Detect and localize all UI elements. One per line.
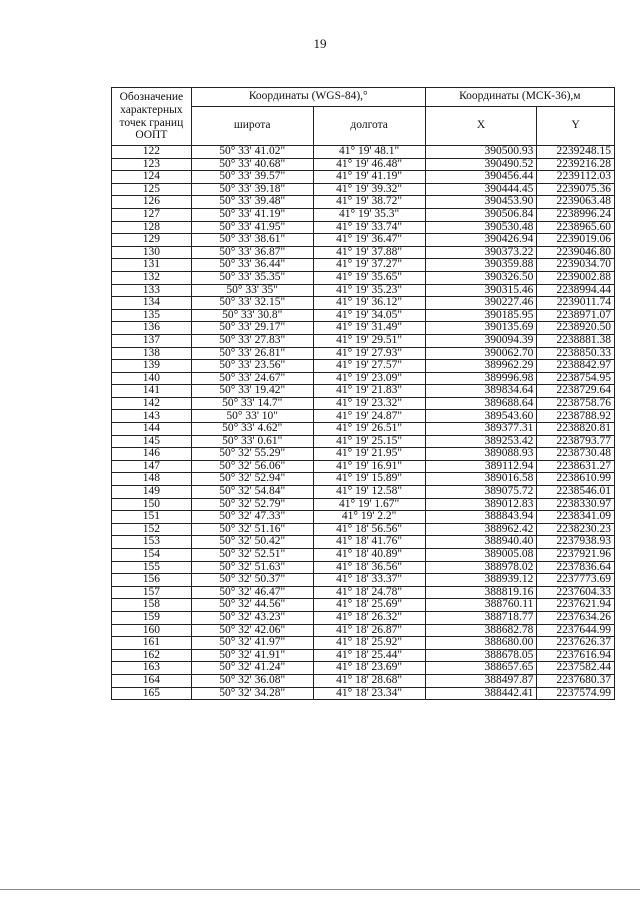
y-coordinate-cell: 2237574.99 <box>537 687 615 700</box>
x-coordinate-cell: 389543.60 <box>425 410 537 423</box>
x-coordinate-cell: 388940.40 <box>425 536 537 549</box>
table-row <box>112 208 615 221</box>
longitude-cell: 41° 19' 37.27" <box>313 259 425 272</box>
coordinates-table <box>111 87 615 700</box>
y-coordinate-cell: 2238971.07 <box>537 309 615 322</box>
latitude-cell: 50° 32' 55.29" <box>191 448 313 461</box>
x-coordinate-cell: 390373.22 <box>425 246 537 259</box>
x-coordinate-cell: 388939.12 <box>425 574 537 587</box>
table-row <box>112 297 615 310</box>
latitude-cell: 50° 33' 23.56" <box>191 360 313 373</box>
latitude-cell: 50° 32' 50.42" <box>191 536 313 549</box>
longitude-cell: 41° 19' 15.89" <box>313 473 425 486</box>
longitude-cell: 41° 19' 29.51" <box>313 334 425 347</box>
longitude-cell: 41° 19' 31.49" <box>313 322 425 335</box>
longitude-cell: 41° 19' 27.57" <box>313 360 425 373</box>
latitude-cell: 50° 32' 41.91" <box>191 649 313 662</box>
longitude-cell: 41° 18' 23.34" <box>313 687 425 700</box>
table-row <box>112 586 615 599</box>
longitude-cell: 41° 19' 24.87" <box>313 410 425 423</box>
y-coordinate-cell: 2239216.28 <box>537 158 615 171</box>
longitude-cell: 41° 18' 40.89" <box>313 549 425 562</box>
x-coordinate-cell: 390490.52 <box>425 158 537 171</box>
point-id-cell: 155 <box>112 561 192 574</box>
x-coordinate-cell: 388962.42 <box>425 523 537 536</box>
y-coordinate-cell: 2239075.36 <box>537 183 615 196</box>
x-coordinate-cell: 390444.45 <box>425 183 537 196</box>
point-id-cell: 159 <box>112 611 192 624</box>
point-id-cell: 145 <box>112 435 192 448</box>
longitude-cell: 41° 19' 48.1" <box>313 146 425 159</box>
x-coordinate-cell: 390062.70 <box>425 347 537 360</box>
y-coordinate-cell: 2237634.26 <box>537 611 615 624</box>
table-row <box>112 183 615 196</box>
y-coordinate-cell: 2238754.95 <box>537 372 615 385</box>
table-row <box>112 146 615 159</box>
latitude-cell: 50° 33' 39.48" <box>191 196 313 209</box>
longitude-cell: 41° 19' 33.74" <box>313 221 425 234</box>
table-row <box>112 473 615 486</box>
point-id-cell: 124 <box>112 171 192 184</box>
x-coordinate-cell: 389253.42 <box>425 435 537 448</box>
table-row <box>112 171 615 184</box>
longitude-cell: 41° 19' 41.19" <box>313 171 425 184</box>
table-row <box>112 611 615 624</box>
latitude-cell: 50° 33' 39.18" <box>191 183 313 196</box>
x-coordinate-cell: 390359.88 <box>425 259 537 272</box>
latitude-cell: 50° 33' 26.81" <box>191 347 313 360</box>
point-id-cell: 165 <box>112 687 192 700</box>
longitude-cell: 41° 19' 25.15" <box>313 435 425 448</box>
table-row <box>112 460 615 473</box>
y-coordinate-cell: 2238758.76 <box>537 397 615 410</box>
header-wgs-group: Координаты (WGS-84),° <box>191 88 425 107</box>
table-row <box>112 536 615 549</box>
longitude-cell: 41° 19' 34.05" <box>313 309 425 322</box>
latitude-cell: 50° 32' 42.06" <box>191 624 313 637</box>
table-row <box>112 347 615 360</box>
table-row <box>112 674 615 687</box>
point-id-cell: 135 <box>112 309 192 322</box>
latitude-cell: 50° 32' 51.63" <box>191 561 313 574</box>
latitude-cell: 50° 32' 52.79" <box>191 498 313 511</box>
y-coordinate-cell: 2237621.94 <box>537 599 615 612</box>
y-coordinate-cell: 2238631.27 <box>537 460 615 473</box>
header-latitude: широта <box>191 107 313 146</box>
table-header <box>112 88 615 146</box>
table-row <box>112 624 615 637</box>
latitude-cell: 50° 32' 47.33" <box>191 511 313 524</box>
x-coordinate-cell: 388819.16 <box>425 586 537 599</box>
point-id-cell: 146 <box>112 448 192 461</box>
longitude-cell: 41° 19' 23.09" <box>313 372 425 385</box>
y-coordinate-cell: 2237773.69 <box>537 574 615 587</box>
table-body <box>112 146 615 700</box>
point-id-cell: 153 <box>112 536 192 549</box>
x-coordinate-cell: 389112.94 <box>425 460 537 473</box>
longitude-cell: 41° 19' 12.58" <box>313 486 425 499</box>
y-coordinate-cell: 2238230.23 <box>537 523 615 536</box>
table-row <box>112 196 615 209</box>
x-coordinate-cell: 388657.65 <box>425 662 537 675</box>
y-coordinate-cell: 2239112.03 <box>537 171 615 184</box>
table-row <box>112 637 615 650</box>
longitude-cell: 41° 19' 35.65" <box>313 271 425 284</box>
table-row <box>112 448 615 461</box>
latitude-cell: 50° 33' 41.19" <box>191 208 313 221</box>
bottom-rule <box>0 889 640 890</box>
point-id-cell: 148 <box>112 473 192 486</box>
table-row <box>112 271 615 284</box>
x-coordinate-cell: 389996.98 <box>425 372 537 385</box>
latitude-cell: 50° 33' 29.17" <box>191 322 313 335</box>
point-id-cell: 150 <box>112 498 192 511</box>
x-coordinate-cell: 390185.95 <box>425 309 537 322</box>
y-coordinate-cell: 2237938.93 <box>537 536 615 549</box>
x-coordinate-cell: 389088.93 <box>425 448 537 461</box>
y-coordinate-cell: 2238994.44 <box>537 284 615 297</box>
longitude-cell: 41° 19' 39.32" <box>313 183 425 196</box>
table-row <box>112 498 615 511</box>
point-id-cell: 141 <box>112 385 192 398</box>
header-msk-group: Координаты (МСК-36),м <box>425 88 614 107</box>
longitude-cell: 41° 18' 33.37" <box>313 574 425 587</box>
x-coordinate-cell: 390135.69 <box>425 322 537 335</box>
y-coordinate-cell: 2238920.50 <box>537 322 615 335</box>
longitude-cell: 41° 18' 56.56" <box>313 523 425 536</box>
x-coordinate-cell: 389688.64 <box>425 397 537 410</box>
table-row <box>112 372 615 385</box>
longitude-cell: 41° 19' 26.51" <box>313 423 425 436</box>
point-id-cell: 134 <box>112 297 192 310</box>
latitude-cell: 50° 33' 36.87" <box>191 246 313 259</box>
x-coordinate-cell: 388978.02 <box>425 561 537 574</box>
x-coordinate-cell: 390500.93 <box>425 146 537 159</box>
latitude-cell: 50° 32' 34.28" <box>191 687 313 700</box>
x-coordinate-cell: 390506.84 <box>425 208 537 221</box>
x-coordinate-cell: 390094.39 <box>425 334 537 347</box>
table-row <box>112 662 615 675</box>
longitude-cell: 41° 19' 46.48" <box>313 158 425 171</box>
x-coordinate-cell: 388442.41 <box>425 687 537 700</box>
table-row <box>112 486 615 499</box>
latitude-cell: 50° 33' 4.62" <box>191 423 313 436</box>
latitude-cell: 50° 33' 41.02" <box>191 146 313 159</box>
longitude-cell: 41° 18' 26.87" <box>313 624 425 637</box>
latitude-cell: 50° 33' 10" <box>191 410 313 423</box>
latitude-cell: 50° 33' 19.42" <box>191 385 313 398</box>
header-longitude: долгота <box>313 107 425 146</box>
table-row <box>112 649 615 662</box>
table-row <box>112 234 615 247</box>
y-coordinate-cell: 2238842.97 <box>537 360 615 373</box>
longitude-cell: 41° 18' 26.32" <box>313 611 425 624</box>
y-coordinate-cell: 2238341.09 <box>537 511 615 524</box>
longitude-cell: 41° 19' 1.67" <box>313 498 425 511</box>
latitude-cell: 50° 33' 32.15" <box>191 297 313 310</box>
point-id-cell: 160 <box>112 624 192 637</box>
latitude-cell: 50° 33' 40.68" <box>191 158 313 171</box>
y-coordinate-cell: 2239248.15 <box>537 146 615 159</box>
y-coordinate-cell: 2238610.99 <box>537 473 615 486</box>
y-coordinate-cell: 2239046.80 <box>537 246 615 259</box>
latitude-cell: 50° 33' 36.44" <box>191 259 313 272</box>
longitude-cell: 41° 19' 23.32" <box>313 397 425 410</box>
table-row <box>112 435 615 448</box>
longitude-cell: 41° 19' 37.88" <box>313 246 425 259</box>
point-id-cell: 129 <box>112 234 192 247</box>
longitude-cell: 41° 19' 2.2" <box>313 511 425 524</box>
point-id-cell: 131 <box>112 259 192 272</box>
longitude-cell: 41° 19' 36.12" <box>313 297 425 310</box>
table-row <box>112 246 615 259</box>
latitude-cell: 50° 32' 51.16" <box>191 523 313 536</box>
point-id-cell: 163 <box>112 662 192 675</box>
x-coordinate-cell: 388760.11 <box>425 599 537 612</box>
latitude-cell: 50° 32' 52.94" <box>191 473 313 486</box>
latitude-cell: 50° 32' 46.47" <box>191 586 313 599</box>
x-coordinate-cell: 389016.58 <box>425 473 537 486</box>
x-coordinate-cell: 388682.78 <box>425 624 537 637</box>
x-coordinate-cell: 390227.46 <box>425 297 537 310</box>
point-id-cell: 126 <box>112 196 192 209</box>
latitude-cell: 50° 32' 41.24" <box>191 662 313 675</box>
y-coordinate-cell: 2238850.33 <box>537 347 615 360</box>
longitude-cell: 41° 19' 35.3" <box>313 208 425 221</box>
table-row <box>112 334 615 347</box>
x-coordinate-cell: 390530.48 <box>425 221 537 234</box>
point-id-cell: 156 <box>112 574 192 587</box>
longitude-cell: 41° 19' 36.47" <box>313 234 425 247</box>
point-id-cell: 136 <box>112 322 192 335</box>
latitude-cell: 50° 33' 39.57" <box>191 171 313 184</box>
y-coordinate-cell: 2238881.38 <box>537 334 615 347</box>
point-id-cell: 139 <box>112 360 192 373</box>
longitude-cell: 41° 19' 21.83" <box>313 385 425 398</box>
y-coordinate-cell: 2238820.81 <box>537 423 615 436</box>
table-row <box>112 385 615 398</box>
x-coordinate-cell: 389962.29 <box>425 360 537 373</box>
x-coordinate-cell: 390326.50 <box>425 271 537 284</box>
longitude-cell: 41° 18' 25.69" <box>313 599 425 612</box>
header-x: X <box>425 107 537 146</box>
longitude-cell: 41° 19' 35.23" <box>313 284 425 297</box>
point-id-cell: 157 <box>112 586 192 599</box>
table-row <box>112 322 615 335</box>
page-number: 19 <box>313 36 327 51</box>
latitude-cell: 50° 33' 0.61" <box>191 435 313 448</box>
table-row <box>112 599 615 612</box>
x-coordinate-cell: 388678.05 <box>425 649 537 662</box>
table-row <box>112 397 615 410</box>
x-coordinate-cell: 389012.83 <box>425 498 537 511</box>
latitude-cell: 50° 32' 56.06" <box>191 460 313 473</box>
table-row <box>112 410 615 423</box>
table-row <box>112 158 615 171</box>
y-coordinate-cell: 2239002.88 <box>537 271 615 284</box>
y-coordinate-cell: 2237836.64 <box>537 561 615 574</box>
latitude-cell: 50° 33' 30.8" <box>191 309 313 322</box>
latitude-cell: 50° 33' 27.83" <box>191 334 313 347</box>
longitude-cell: 41° 18' 41.76" <box>313 536 425 549</box>
y-coordinate-cell: 2239019.06 <box>537 234 615 247</box>
table-row <box>112 259 615 272</box>
x-coordinate-cell: 389005.08 <box>425 549 537 562</box>
y-coordinate-cell: 2237604.33 <box>537 586 615 599</box>
y-coordinate-cell: 2238546.01 <box>537 486 615 499</box>
x-coordinate-cell: 389377.31 <box>425 423 537 436</box>
point-id-cell: 161 <box>112 637 192 650</box>
point-id-cell: 142 <box>112 397 192 410</box>
table-row <box>112 687 615 700</box>
x-coordinate-cell: 390315.46 <box>425 284 537 297</box>
y-coordinate-cell: 2237680.37 <box>537 674 615 687</box>
table-row <box>112 549 615 562</box>
longitude-cell: 41° 19' 16.91" <box>313 460 425 473</box>
y-coordinate-cell: 2237626.37 <box>537 637 615 650</box>
x-coordinate-cell: 390426.94 <box>425 234 537 247</box>
point-id-cell: 151 <box>112 511 192 524</box>
point-id-cell: 133 <box>112 284 192 297</box>
longitude-cell: 41° 18' 25.44" <box>313 649 425 662</box>
longitude-cell: 41° 18' 28.68" <box>313 674 425 687</box>
x-coordinate-cell: 388718.77 <box>425 611 537 624</box>
latitude-cell: 50° 33' 24.67" <box>191 372 313 385</box>
table-row <box>112 221 615 234</box>
x-coordinate-cell: 390453.90 <box>425 196 537 209</box>
y-coordinate-cell: 2238996.24 <box>537 208 615 221</box>
y-coordinate-cell: 2239034.70 <box>537 259 615 272</box>
point-id-cell: 144 <box>112 423 192 436</box>
latitude-cell: 50° 32' 54.84" <box>191 486 313 499</box>
y-coordinate-cell: 2238793.77 <box>537 435 615 448</box>
y-coordinate-cell: 2237921.96 <box>537 549 615 562</box>
latitude-cell: 50° 33' 38.61" <box>191 234 313 247</box>
longitude-cell: 41° 19' 21.95" <box>313 448 425 461</box>
y-coordinate-cell: 2238730.48 <box>537 448 615 461</box>
latitude-cell: 50° 32' 43.23" <box>191 611 313 624</box>
point-id-cell: 128 <box>112 221 192 234</box>
point-id-cell: 137 <box>112 334 192 347</box>
longitude-cell: 41° 18' 36.56" <box>313 561 425 574</box>
point-id-cell: 143 <box>112 410 192 423</box>
table-row <box>112 523 615 536</box>
latitude-cell: 50° 33' 14.7" <box>191 397 313 410</box>
y-coordinate-cell: 2238330.97 <box>537 498 615 511</box>
longitude-cell: 41° 18' 24.78" <box>313 586 425 599</box>
point-id-cell: 149 <box>112 486 192 499</box>
latitude-cell: 50° 32' 44.56" <box>191 599 313 612</box>
x-coordinate-cell: 389834.64 <box>425 385 537 398</box>
point-id-cell: 130 <box>112 246 192 259</box>
point-id-cell: 152 <box>112 523 192 536</box>
latitude-cell: 50° 33' 41.95" <box>191 221 313 234</box>
point-id-cell: 122 <box>112 146 192 159</box>
point-id-cell: 158 <box>112 599 192 612</box>
point-id-cell: 164 <box>112 674 192 687</box>
point-id-cell: 162 <box>112 649 192 662</box>
y-coordinate-cell: 2237616.94 <box>537 649 615 662</box>
point-id-cell: 138 <box>112 347 192 360</box>
x-coordinate-cell: 389075.72 <box>425 486 537 499</box>
table-row <box>112 423 615 436</box>
point-id-cell: 132 <box>112 271 192 284</box>
point-id-cell: 147 <box>112 460 192 473</box>
y-coordinate-cell: 2238729.64 <box>537 385 615 398</box>
y-coordinate-cell: 2239063.48 <box>537 196 615 209</box>
table-row <box>112 309 615 322</box>
header-designation: Обозначение характерных точек границ ООПТ <box>112 88 192 146</box>
y-coordinate-cell: 2237582.44 <box>537 662 615 675</box>
longitude-cell: 41° 18' 25.92" <box>313 637 425 650</box>
latitude-cell: 50° 32' 52.51" <box>191 549 313 562</box>
longitude-cell: 41° 18' 23.69" <box>313 662 425 675</box>
y-coordinate-cell: 2239011.74 <box>537 297 615 310</box>
y-coordinate-cell: 2237644.99 <box>537 624 615 637</box>
y-coordinate-cell: 2238788.92 <box>537 410 615 423</box>
table-row <box>112 284 615 297</box>
header-y: Y <box>537 107 615 146</box>
x-coordinate-cell: 390456.44 <box>425 171 537 184</box>
latitude-cell: 50° 32' 41.97" <box>191 637 313 650</box>
point-id-cell: 140 <box>112 372 192 385</box>
x-coordinate-cell: 388680.00 <box>425 637 537 650</box>
table-row <box>112 574 615 587</box>
table-row <box>112 561 615 574</box>
table-row <box>112 511 615 524</box>
point-id-cell: 123 <box>112 158 192 171</box>
x-coordinate-cell: 388497.87 <box>425 674 537 687</box>
point-id-cell: 127 <box>112 208 192 221</box>
point-id-cell: 125 <box>112 183 192 196</box>
latitude-cell: 50° 33' 35.35" <box>191 271 313 284</box>
table-row <box>112 360 615 373</box>
y-coordinate-cell: 2238965.60 <box>537 221 615 234</box>
longitude-cell: 41° 19' 27.93" <box>313 347 425 360</box>
point-id-cell: 154 <box>112 549 192 562</box>
latitude-cell: 50° 33' 35" <box>191 284 313 297</box>
latitude-cell: 50° 32' 50.37" <box>191 574 313 587</box>
longitude-cell: 41° 19' 38.72" <box>313 196 425 209</box>
latitude-cell: 50° 32' 36.08" <box>191 674 313 687</box>
x-coordinate-cell: 388843.94 <box>425 511 537 524</box>
